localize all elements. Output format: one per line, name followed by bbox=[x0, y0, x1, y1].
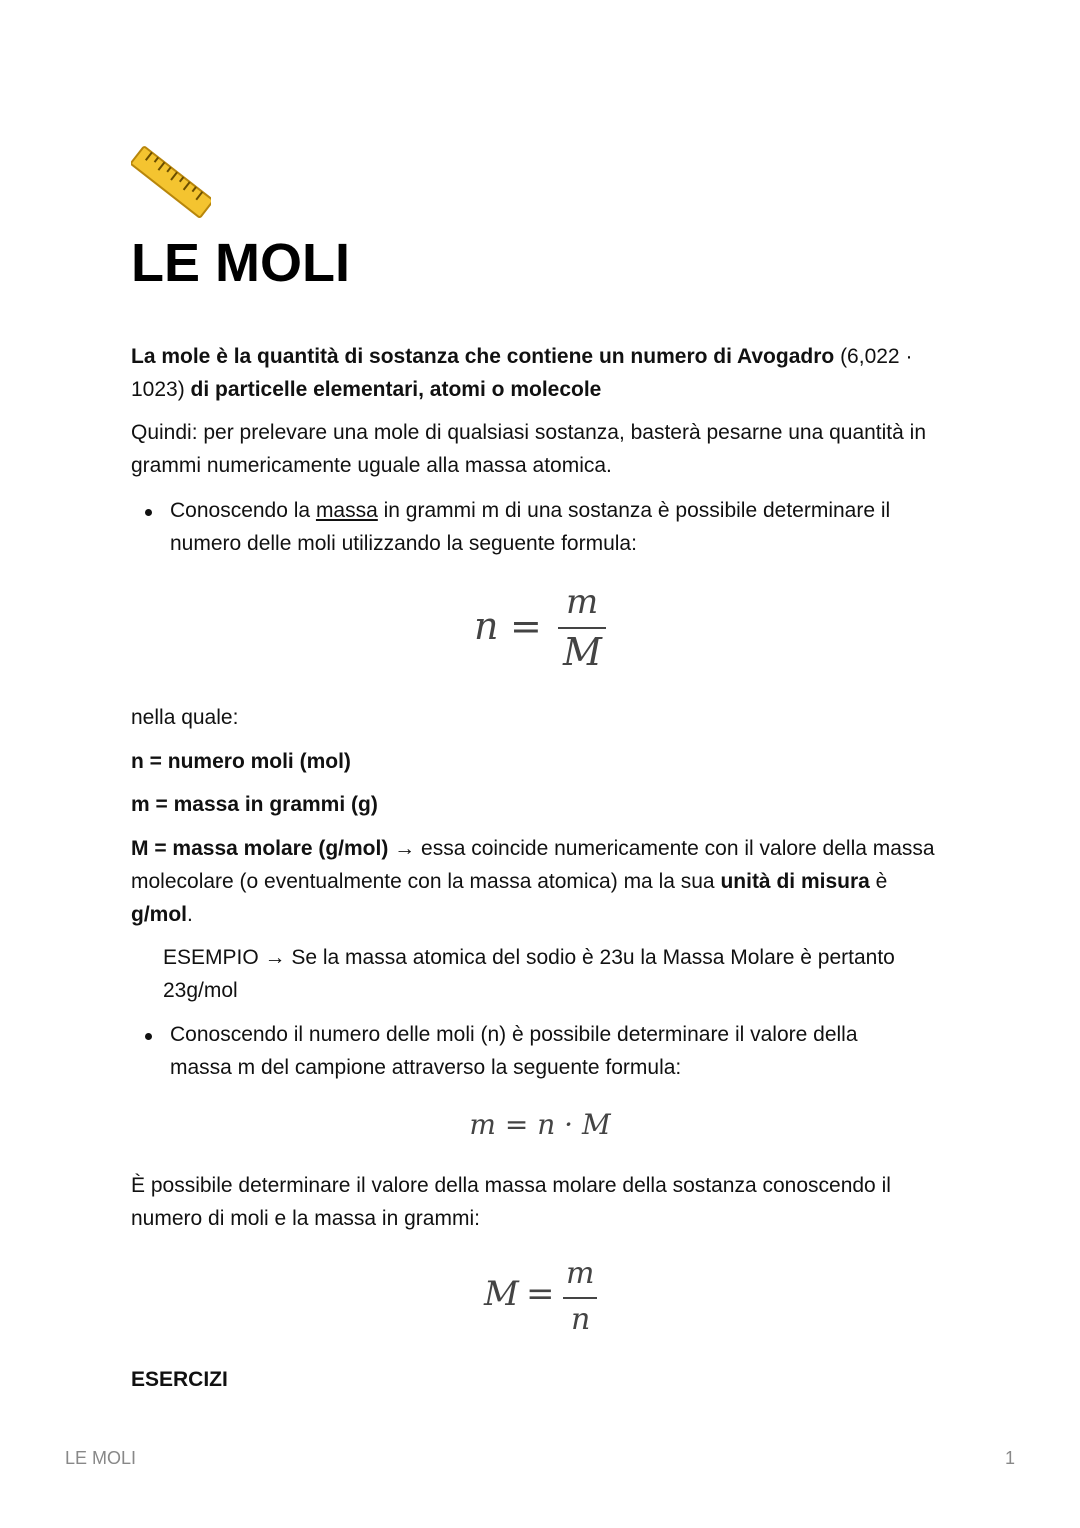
def-M-text: → essa coincide numericamente con il valore della massa molecolare (o eventualmente con la massa atomica) ma la sua bbox=[131, 837, 935, 893]
formula1-eq: = bbox=[510, 604, 542, 648]
definition-m: m = massa in grammi (g) bbox=[131, 793, 378, 816]
bullet1-pre: Conoscendo la bbox=[170, 499, 316, 522]
page-title: LE MOLI bbox=[131, 233, 350, 293]
formula3-fraction-bar bbox=[563, 1297, 597, 1299]
formula1-numerator: m bbox=[566, 582, 599, 622]
formula-m-equals-n-times-M: m = n · M bbox=[469, 1108, 611, 1141]
bullet-moli bbox=[131, 1018, 951, 1084]
def-M-unit-bold: unità di misura bbox=[720, 870, 870, 893]
bullet2-text: Conoscendo il numero delle moli (n) è possibile determinare il valore della massa m del campione attraverso la seguente formula: bbox=[170, 1023, 858, 1079]
formula3-numerator: m bbox=[566, 1256, 595, 1291]
intro-bold-2: di particelle elementari, atomi o molecole bbox=[190, 378, 602, 401]
bullet-dot bbox=[145, 1033, 152, 1040]
def-M-end: . bbox=[187, 903, 193, 926]
esempio-text: ESEMPIO → Se la massa atomica del sodio è 23u la Massa Molare è pertanto 23g/mol bbox=[163, 946, 895, 1002]
bullet-dot bbox=[145, 509, 152, 516]
formula-n-equals-m-over-M bbox=[0, 582, 1080, 682]
intro-avogadro: (6,022 · 1023) bbox=[131, 345, 913, 401]
esercizi-heading: ESERCIZI bbox=[131, 1368, 228, 1391]
formula3-denominator: n bbox=[571, 1302, 591, 1337]
formula3-lhs: M bbox=[484, 1274, 519, 1314]
quindi-paragraph: Quindi: per prelevare una mole di qualsiasi sostanza, basterà pesarne una quantità in grammi numericamente uguale alla massa atomica. bbox=[131, 421, 926, 477]
formula3-eq: = bbox=[526, 1274, 555, 1314]
formula1-fraction-bar bbox=[558, 627, 606, 629]
formula1-lhs: n bbox=[474, 604, 499, 648]
def-M-gmol: g/mol bbox=[131, 903, 187, 926]
definition-n: n = numero moli (mol) bbox=[131, 750, 351, 773]
formula-M-equals-m-over-n bbox=[0, 1256, 1080, 1346]
intro-paragraph bbox=[131, 340, 951, 406]
bullet1-underlined: massa bbox=[315, 499, 378, 522]
possibile-paragraph: È possibile determinare il valore della massa molare della sostanza conoscendo il numero di moli e la massa in grammi: bbox=[131, 1174, 891, 1230]
bullet-massa bbox=[131, 494, 951, 560]
intro-bold-1: La mole è la quantità di sostanza che contiene un numero di Avogadro bbox=[131, 345, 835, 368]
def-M-mid: è bbox=[869, 870, 888, 893]
definition-M bbox=[131, 832, 946, 931]
bullet1-post: in grammi m di una sostanza è possibile determinare il numero delle moli utilizzando la seguente formula: bbox=[170, 499, 891, 555]
formula1-denominator: M bbox=[563, 630, 602, 674]
footer-title: LE MOLI bbox=[65, 1448, 137, 1468]
page-number: 1 bbox=[1004, 1448, 1015, 1468]
nella-quale: nella quale: bbox=[131, 706, 239, 729]
ruler-icon bbox=[131, 140, 211, 220]
def-M-bold: M = massa molare (g/mol) bbox=[131, 837, 389, 860]
